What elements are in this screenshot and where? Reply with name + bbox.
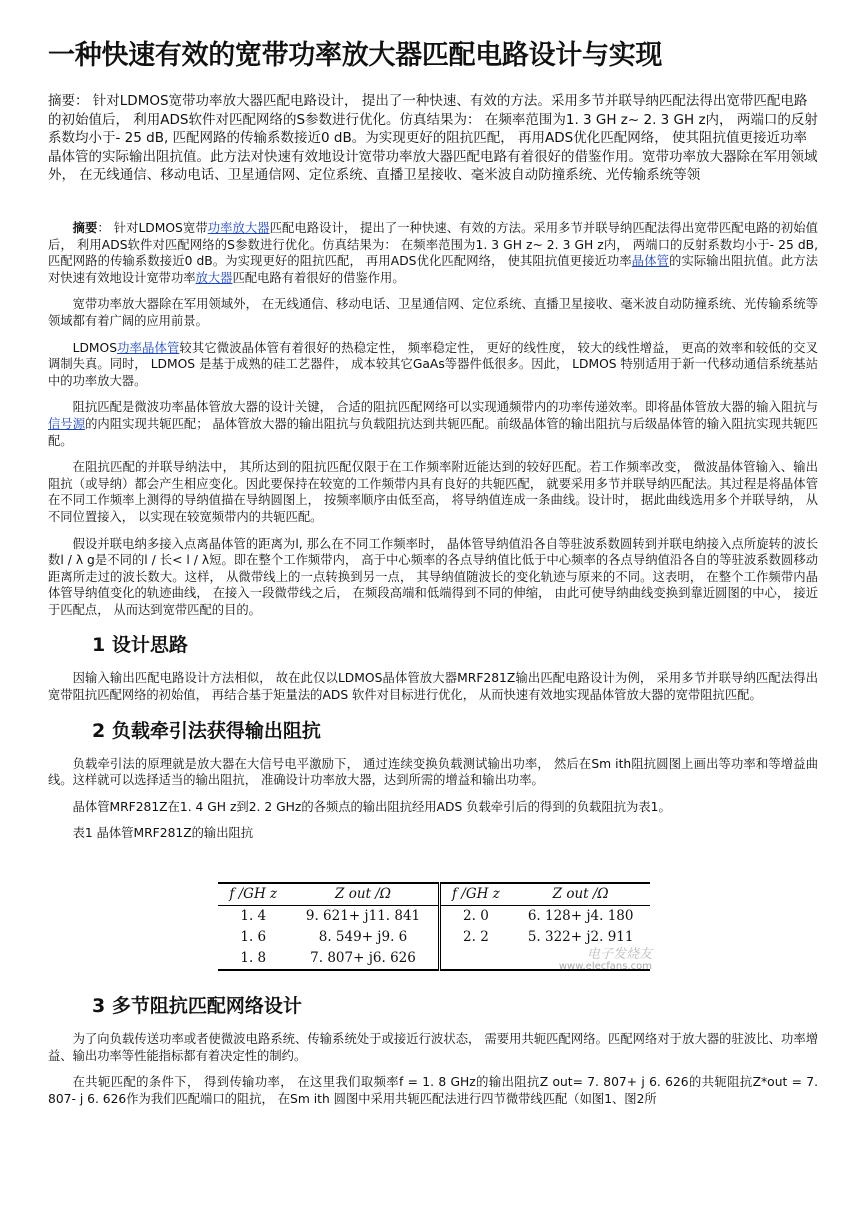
watermark-url: www.elecfans.com	[558, 961, 652, 973]
section-heading: 3 多节阻抗匹配网络设计	[92, 995, 302, 1018]
abstract-paragraph	[48, 220, 818, 286]
table-cell: 2. 0	[439, 906, 511, 928]
body-paragraph: 晶体管MRF281Z在1. 4 GH z到2. 2 GHz的各频点的输出阻抗经用ADS 负载牵引后的得到的负载阻抗为表1。	[72, 799, 671, 814]
text-run: 匹配电路有着很好的借鉴作用。	[232, 270, 405, 285]
watermark-logo-text: 电子发烧友	[586, 947, 652, 963]
impedance-table-wrap	[218, 882, 650, 971]
body-paragraph: 在共轭匹配的条件下， 得到传输功率， 在这里我们取频率f = 1. 8 GHz的输出阻抗Z out= 7. 807+ j 6. 626的共轭阻抗Z*out = 7. 807- j 6. 626作为我们匹配端口的阻抗， 在Sm ith 圆图中采用共轭匹配法进行四节微带线匹配（如图1、图2所	[48, 1075, 818, 1106]
table-row	[218, 906, 650, 928]
table-header-cell: Z out /Ω	[511, 883, 650, 906]
text-run: 较其它微波晶体管有着很好的热稳定性， 频率稳定性， 更好的线性度， 较大的线性增益， 更高的效率和较低的交叉调制失真。同时， LDMOS 是基于成熟的硅工艺器件， 成本较其它GaAs等器件低很多。因此， LDMOS 特别适用于新一代移动通信系统基站中的功率放大器。	[48, 340, 818, 388]
text-run: 匹配电路设计， 提出了一种快速、有效的方法。采用多节并联导纳匹配法得出宽带匹配电路的初始值后， 利用ADS软件对匹配网络的S参数进行优化。仿真结果为： 在频率范围为1. 3 GH z~ 2. 3 GH z内， 两端口的反射系数均小于- 25 dB, 匹配网路的传输系数接近0 dB。为实现更好的阻抗匹配， 再用ADS优化匹配网络， 使其阻抗值更接近功率	[48, 221, 818, 269]
table-caption: 表1 晶体管MRF281Z的输出阻抗	[72, 826, 254, 841]
body-paragraph	[48, 340, 818, 390]
table-cell: 8. 549+ j9. 6	[318, 929, 408, 946]
keyword-link-power-amplifier[interactable]: 功率放大器	[207, 221, 270, 235]
table-cell: 2. 2	[439, 927, 511, 948]
text-run: 阻抗匹配是微波功率晶体管放大器的设计关键， 合适的阻抗匹配网络可以实现通频带内的功率传递效率。即将晶体管放大器的输入阻抗与	[72, 400, 818, 415]
body-paragraph: 假设并联电纳多接入点离晶体管的距离为l, 那么在不同工作频率时， 晶体管导纳值沿各自等驻波系数圆转到并联电纳接入点所旋转的波长数l / λ g是不同的l / 长< l / λ短。即在整个工作频带内， 高于中心频率的各点导纳值比低于中心频率的各点导纳值沿各自的等驻波系数圆移动距离所走过的波长数大。这样， 从微带线上的一点转换到另一点， 其导纳值随波长的变化轨迹与原来的不同。这表明， 在整个工作频带内晶体管导纳值变化的轨迹曲线， 在接入一段微带线之后， 在频段高端和低端得到不同的伸缩， 由此可使导纳曲线变换到靠近圆图的中心， 接近于匹配点， 从而达到宽带匹配的目的。	[48, 536, 818, 617]
keyword-link-amplifier[interactable]: 放大器	[195, 270, 233, 285]
body-paragraph: 为了向负载传送功率或者使微波电路系统、传输系统处于或接近行波状态， 需要用共轭匹配网络。匹配网络对于放大器的驻波比、功率增益、输出功率等性能指标都有着决定性的制约。	[48, 1032, 818, 1063]
page-title: 一种快速有效的宽带功率放大器匹配电路设计与实现	[48, 40, 663, 71]
text-run: 的实际输出阻抗值。此方法对快速有效地设计宽带功率	[48, 254, 818, 285]
table-cell: 1. 4	[240, 908, 267, 925]
body-paragraph: 在阻抗匹配的并联导纳法中， 其所达到的阻抗匹配仅限于在工作频率附近能达到的较好匹配。若工作频率改变， 微波晶体管输入、输出阻抗（或导纳）都会产生相应变化。因此要保持在较宽的工作频带内具有良好的共轭匹配， 就要采用多节并联导纳匹配法。其过程是将晶体管在不同工作频率上测得的导纳值描在导纳圆图上， 按频率顺序由低至高， 将导纳值连成一条曲线。设计时， 据此曲线选用多个并联导纳， 从不同位置接入， 以实现在较宽频带内的共轭匹配。	[48, 460, 818, 524]
body-paragraph: 因输入输出匹配电路设计方法相似， 故在此仅以LDMOS晶体管放大器MRF281Z输出匹配电路设计为例， 采用多节并联导纳匹配法得出宽带阻抗匹配网络的初始值， 再结合基于矩量法的ADS 软件对目标进行优化， 从而快速有效地实现晶体管放大器的宽带阻抗匹配。	[48, 671, 818, 703]
section-heading: 2 负载牵引法获得输出阻抗	[92, 719, 321, 742]
table-cell: 1. 6	[240, 929, 267, 946]
keyword-link-power-transistor[interactable]: 功率晶体管	[117, 340, 180, 355]
table-header-cell: f /GH z	[218, 883, 288, 906]
table-cell: 7. 807+ j6. 626	[288, 948, 439, 970]
table-cell: 1. 8	[218, 948, 288, 970]
text-run: LDMOS	[72, 340, 118, 355]
abstract-label: 摘要	[72, 221, 98, 235]
section-heading: 1 设计思路	[92, 634, 188, 657]
table-header-row	[218, 883, 650, 906]
table-cell	[439, 948, 511, 970]
body-paragraph: 负载牵引法的原理就是放大器在大信号电平激励下， 通过连续变换负载测试输出功率， 然后在Sm ith阻抗圆图上画出等功率和等增益曲线。这样就可以选择适当的输出阻抗， 准确设计功率放大器，达到所需的增益和输出功率。	[48, 756, 818, 788]
table-row	[218, 927, 650, 948]
abstract-summary: 摘要： 针对LDMOS宽带功率放大器匹配电路设计， 提出了一种快速、有效的方法。采用多节并联导纳匹配法得出宽带匹配电路的初始值后， 利用ADS软件对匹配网络的S参数进行优化。仿真结果为： 在频率范围为1. 3 GH z~ 2. 3 GH z内， 两端口的反射系数均小于- 25 dB, 匹配网路的传输系数接近0 dB。为实现更好的阻抗匹配， 再用ADS优化匹配网络， 使其阻抗值更接近功率晶体管的实际输出阻抗值。此方法对快速有效地设计宽带功率放大器匹配电路有着很好的借鉴作用。宽带功率放大器除在军用领域外， 在无线通信、移动电话、卫星通信网、定位系统、直播卫星接收、毫米波自动防撞系统、光传输系统等领	[48, 93, 818, 184]
table-header-cell: f /GH z	[439, 883, 511, 906]
table-cell: 5. 322+ j2. 911	[527, 929, 634, 946]
body-paragraph: 宽带功率放大器除在军用领域外， 在无线通信、移动电话、卫星通信网、定位系统、直播卫星接收、毫米波自动防撞系统、光传输系统等领域都有着广阔的应用前景。	[48, 297, 818, 328]
article-body	[48, 220, 818, 1117]
text-run: 的内阻实现共轭匹配； 晶体管放大器的输出阻抗与负载阻抗达到共轭匹配。前级晶体管的输出阻抗与后级晶体管的输入阻抗实现共轭匹配。	[48, 416, 818, 448]
watermark	[559, 949, 652, 973]
table-cell: 9. 621+ j11. 841	[305, 908, 421, 925]
text-run: ： 针对LDMOS宽带	[97, 221, 208, 235]
body-paragraph	[48, 399, 818, 449]
keyword-link-signal-source[interactable]: 信号源	[48, 416, 86, 431]
table-cell: 6. 128+ j4. 180	[527, 908, 634, 925]
keyword-link-transistor[interactable]: 晶体管	[631, 254, 670, 269]
table-header-cell: Z out /Ω	[288, 883, 439, 906]
